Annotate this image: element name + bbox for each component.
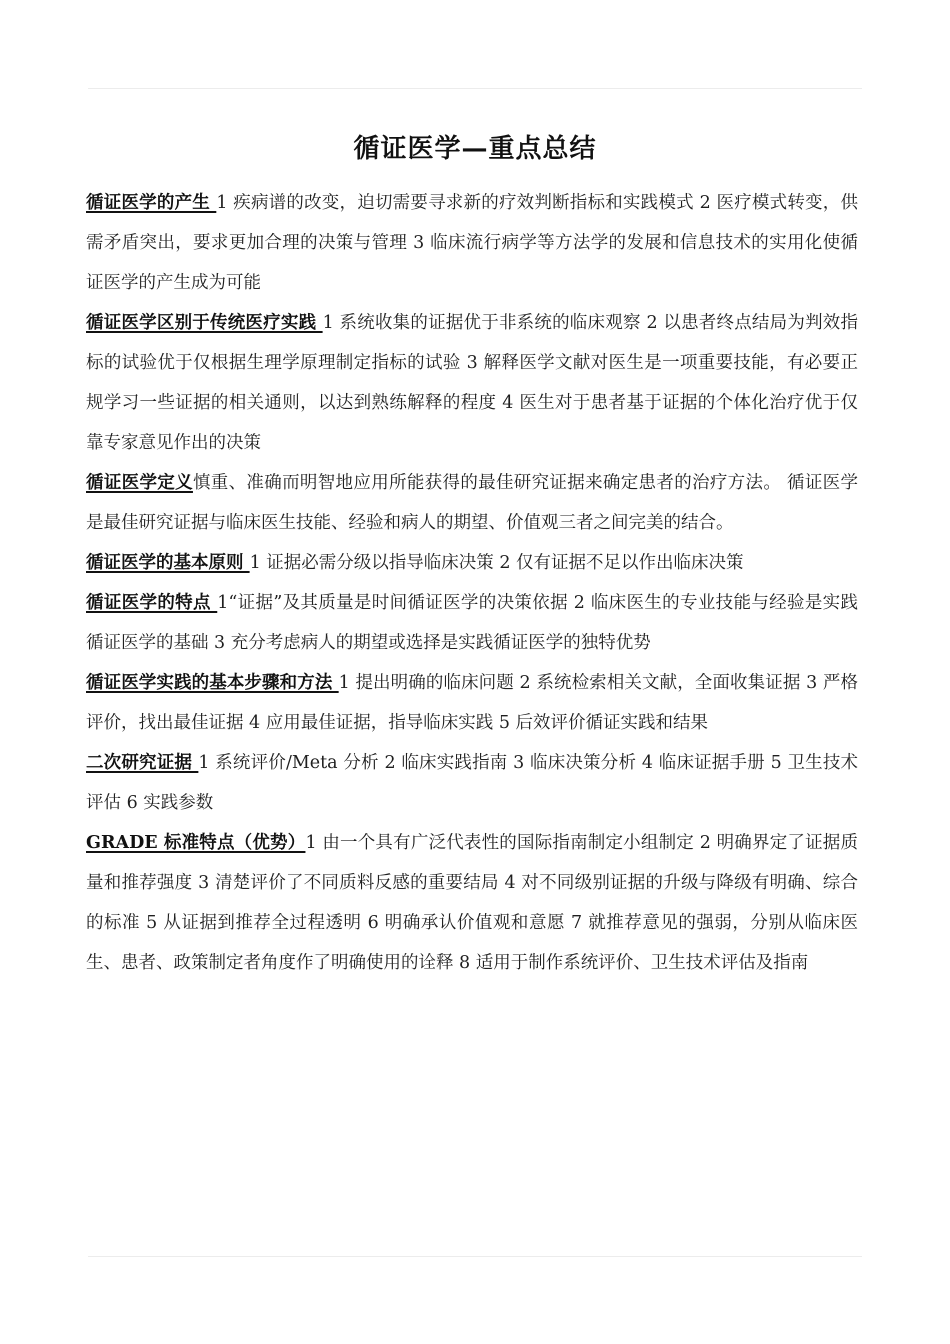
- header-divider: [88, 88, 862, 89]
- footer-divider: [88, 1256, 862, 1257]
- section-text: 1 提出明确的临床问题 2 系统检索相关文献，全面收集证据 3 严格评价，找出最佳证据 4 应用最佳证据，指导临床实践 5 后效评价循证实践和结果: [86, 673, 858, 733]
- section-definition: [86, 463, 858, 543]
- section-steps: [86, 663, 858, 743]
- section-heading: 循证医学区别于传统医疗实践: [86, 313, 323, 333]
- section-text: 1 疾病谱的改变，迫切需要寻求新的疗效判断指标和实践模式 2 医疗模式转变，供需矛盾突出，要求更加合理的决策与管理 3 临床流行病学等方法学的发展和信息技术的实用化使循证医学的产生成为可能: [86, 193, 858, 293]
- section-text: 1 由一个具有广泛代表性的国际指南制定小组制定 2 明确界定了证据质量和推荐强度 3 清楚评价了不同质料反感的重要结局 4 对不同级别证据的升级与降级有明确、综合的标准 5 从证据到推荐全过程透明 6 明确承认价值观和意愿 7 就推荐意见的强弱，分别从临床医生、患者、政策制定者角度作了明确使用的诠释 8 适用于制作系统评价、卫生技术评估及指南: [86, 833, 858, 973]
- section-text: 1 证据必需分级以指导临床决策 2 仅有证据不足以作出临床决策: [249, 553, 744, 573]
- section-secondary-evidence: [86, 743, 858, 823]
- section-heading: 二次研究证据: [86, 753, 199, 773]
- section-features: [86, 583, 858, 663]
- section-heading: 循证医学的产生: [86, 193, 217, 213]
- section-difference: [86, 303, 858, 463]
- section-text: 1 系统收集的证据优于非系统的临床观察 2 以患者终点结局为判效指标的试验优于仅根据生理学原理制定指标的试验 3 解释医学文献对医生是一项重要技能，有必要正规学习一些证据的相关通则，以达到熟练解释的程度 4 医生对于患者基于证据的个体化治疗优于仅靠专家意见作出的决策: [86, 313, 858, 453]
- section-grade: [86, 823, 858, 983]
- section-heading: GRADE 标准特点（优势）: [86, 833, 306, 853]
- section-text: 1 系统评价/Meta 分析 2 临床实践指南 3 临床决策分析 4 临床证据手册 5 卫生技术评估 6 实践参数: [86, 753, 859, 813]
- section-heading: 循证医学的基本原则: [86, 553, 250, 573]
- section-origin: [86, 183, 858, 303]
- section-heading: 循证医学定义: [86, 473, 193, 493]
- section-heading: 循证医学实践的基本步骤和方法: [86, 673, 339, 693]
- section-heading: 循证医学的特点: [86, 593, 218, 613]
- section-text: 1“证据”及其质量是时间循证医学的决策依据 2 临床医生的专业技能与经验是实践循证医学的基础 3 充分考虑病人的期望或选择是实践循证医学的独特优势: [86, 593, 858, 653]
- section-principles: [86, 543, 858, 583]
- page-title: 循证医学—重点总结: [353, 134, 597, 165]
- document-body: [86, 183, 858, 983]
- section-text: 慎重、准确而明智地应用所能获得的最佳研究证据来确定患者的治疗方法。 循证医学是最佳研究证据与临床医生技能、经验和病人的期望、价值观三者之间完美的结合。: [86, 473, 859, 533]
